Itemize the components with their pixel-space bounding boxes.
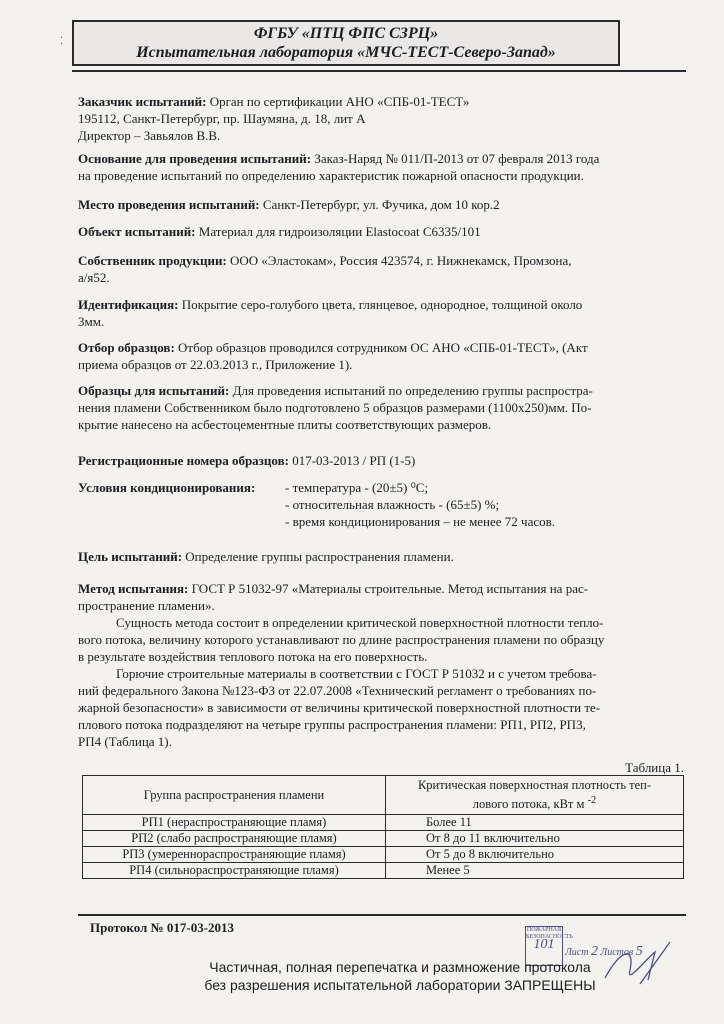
flame-spread-table [82, 775, 684, 879]
registration-label: Регистрационные номера образцов: [78, 453, 289, 468]
method-p3-line3: жарной безопасности» в зависимости от величины критической поверхностной плотности те- [78, 700, 601, 715]
goal-label: Цель испытаний: [78, 549, 183, 564]
identification-section [78, 296, 684, 330]
identification-line1: Покрытие серо-голубого цвета, глянцевое, однородное, толщиной около [178, 297, 583, 312]
header-lab: Испытательная лаборатория «МЧС-ТЕСТ-Северо-Запад» [136, 44, 556, 61]
owner-line2: а/я52. [78, 270, 110, 285]
samples-section [78, 382, 684, 433]
method-p2-line1: Сущность метода состоит в определении критической поверхностной плотности тепло- [116, 615, 604, 630]
table-header-row [83, 776, 684, 815]
table-header-flux-line2: лового потока, кВт м [472, 797, 585, 812]
conditioning-temperature: - температура - (20±5) ⁰С; [285, 480, 429, 495]
disclaimer-line1: Частичная, полная перепечатка и размножение протокола [209, 959, 591, 975]
sampling-label: Отбор образцов: [78, 340, 175, 355]
table-cell-value: От 8 до 11 включительно [386, 831, 684, 847]
basis-section [78, 150, 684, 184]
goal-section [78, 548, 684, 565]
sampling-line1: Отбор образцов проводился сотрудником ОС АНО «СПБ-01-ТЕСТ», (Акт [174, 340, 588, 355]
sheets-num: 5 [635, 944, 643, 959]
table-row [83, 847, 684, 863]
table-cell-value: Более 11 [386, 815, 684, 831]
table-row [83, 863, 684, 879]
conditioning-label: Условия кондиционирования: [78, 480, 256, 495]
scan-mark: ⁚ [60, 36, 64, 47]
table-cell-value: Менее 5 [386, 863, 684, 879]
table-row [83, 815, 684, 831]
object-label: Объект испытаний: [78, 224, 196, 239]
disclaimer-line2: без разрешения испытательной лаборатории ЗАПРЕЩЕНЫ [204, 977, 596, 993]
owner-line1: ООО «Эластокам», Россия 423574, г. Нижнекамск, Промзона, [226, 253, 572, 268]
object-section [78, 223, 684, 240]
customer-section [78, 93, 684, 144]
registration-section [78, 452, 684, 469]
footer-rule [78, 914, 686, 916]
identification-label: Идентификация: [78, 297, 179, 312]
identification-line2: 3мм. [78, 314, 105, 329]
header-box [72, 20, 620, 66]
basis-line2: на проведение испытаний по определению характеристик пожарной опасности продукции. [78, 168, 584, 183]
reprint-disclaimer [180, 958, 620, 994]
customer-name: Орган по сертификации АНО «СПБ-01-ТЕСТ» [206, 94, 470, 109]
place-section [78, 196, 684, 213]
sampling-section [78, 339, 684, 373]
samples-line3: крытие нанесено на асбестоцементные плиты соответствующих размеров. [78, 417, 492, 432]
basis-line1: Заказ-Наряд № 011/П-2013 от 07 февраля 2013 года [311, 151, 600, 166]
method-line1: ГОСТ Р 51032-97 «Материалы строительные. Метод испытания на рас- [188, 581, 589, 596]
object-text: Материал для гидроизоляции Elastocoat C6335/101 [195, 224, 481, 239]
conditioning-humidity: - относительная влажность - (65±5) %; [285, 497, 500, 512]
table-cell-group: РП2 (слабо распространяющие пламя) [83, 831, 386, 847]
table-header-flux-line1: Критическая поверхностная плотность теп- [417, 777, 652, 792]
owner-label: Собственник продукции: [78, 253, 227, 268]
header-org: ФГБУ «ПТЦ ФПС СЗРЦ» [253, 25, 439, 42]
basis-label: Основание для проведения испытаний: [78, 151, 312, 166]
table-header-group: Группа распространения пламени [83, 776, 386, 815]
stamp-box-text: ПОЖАРНАЯ БЕЗОПАСНОСТЬ [526, 927, 573, 940]
method-p3-line5: РП4 (Таблица 1). [78, 734, 172, 749]
stamp-box-num: 101 [533, 937, 555, 952]
method-p2-line2: вого потока, величину которого устанавливают по длине распространения пламени по образцу [78, 632, 605, 647]
method-p3-line2: ний федерального Закона №123-ФЗ от 22.07.2008 «Технический регламент о требованиях по- [78, 683, 597, 698]
conditioning-time: - время кондиционирования – не менее 72 часов. [285, 514, 556, 529]
method-p3-line1: Горючие строительные материалы в соответствии с ГОСТ Р 51032 и с учетом требова- [116, 666, 597, 681]
registration-text: 017-03-2013 / РП (1-5) [288, 453, 416, 468]
table-header-flux-sup: -2 [587, 794, 597, 806]
method-p3-line4: плового потока подразделяют на четыре группы распространения пламени: РП1, РП2, РП3, [78, 717, 586, 732]
table-cell-group: РП3 (умереннораспространяющие пламя) [83, 847, 386, 863]
samples-label: Образцы для испытаний: [78, 383, 230, 398]
customer-address: 195112, Санкт-Петербург, пр. Шаумяна, д. 18, лит А [78, 111, 366, 126]
table-header-flux [386, 776, 684, 815]
sheet-label: Лист [565, 947, 589, 958]
samples-line2: нения пламени Собственником было подготовлено 5 образцов размерами (1100x250)мм. По- [78, 400, 592, 415]
method-line2: пространение пламени». [78, 598, 215, 613]
table-cell-value: От 5 до 8 включительно [386, 847, 684, 863]
protocol-number: Протокол № 017-03-2013 [90, 920, 235, 935]
table-cell-group: РП4 (сильнораспространяющие пламя) [83, 863, 386, 879]
table-cell-group: РП1 (нераспространяющие пламя) [83, 815, 386, 831]
goal-text: Определение группы распространения пламени. [182, 549, 454, 564]
sheet-num: 2 [590, 944, 598, 959]
method-label: Метод испытания: [78, 581, 189, 596]
customer-director: Директор – Завьялов В.В. [78, 128, 221, 143]
owner-section [78, 252, 684, 286]
place-label: Место проведения испытаний: [78, 197, 260, 212]
place-text: Санкт-Петербург, ул. Фучика, дом 10 кор.2 [259, 197, 500, 212]
sampling-line2: приема образцов от 22.03.2013 г., Приложение 1). [78, 357, 353, 372]
sheets-label: Листов [600, 947, 634, 958]
customer-label: Заказчик испытаний: [78, 94, 207, 109]
table-row [83, 831, 684, 847]
method-p2-line3: в результате воздействия теплового потока на его поверхность. [78, 649, 428, 664]
method-section [78, 580, 684, 750]
samples-line1: Для проведения испытаний по определению группы распростра- [229, 383, 593, 398]
header-rule [72, 70, 686, 72]
table-caption: Таблица 1. [625, 760, 684, 775]
